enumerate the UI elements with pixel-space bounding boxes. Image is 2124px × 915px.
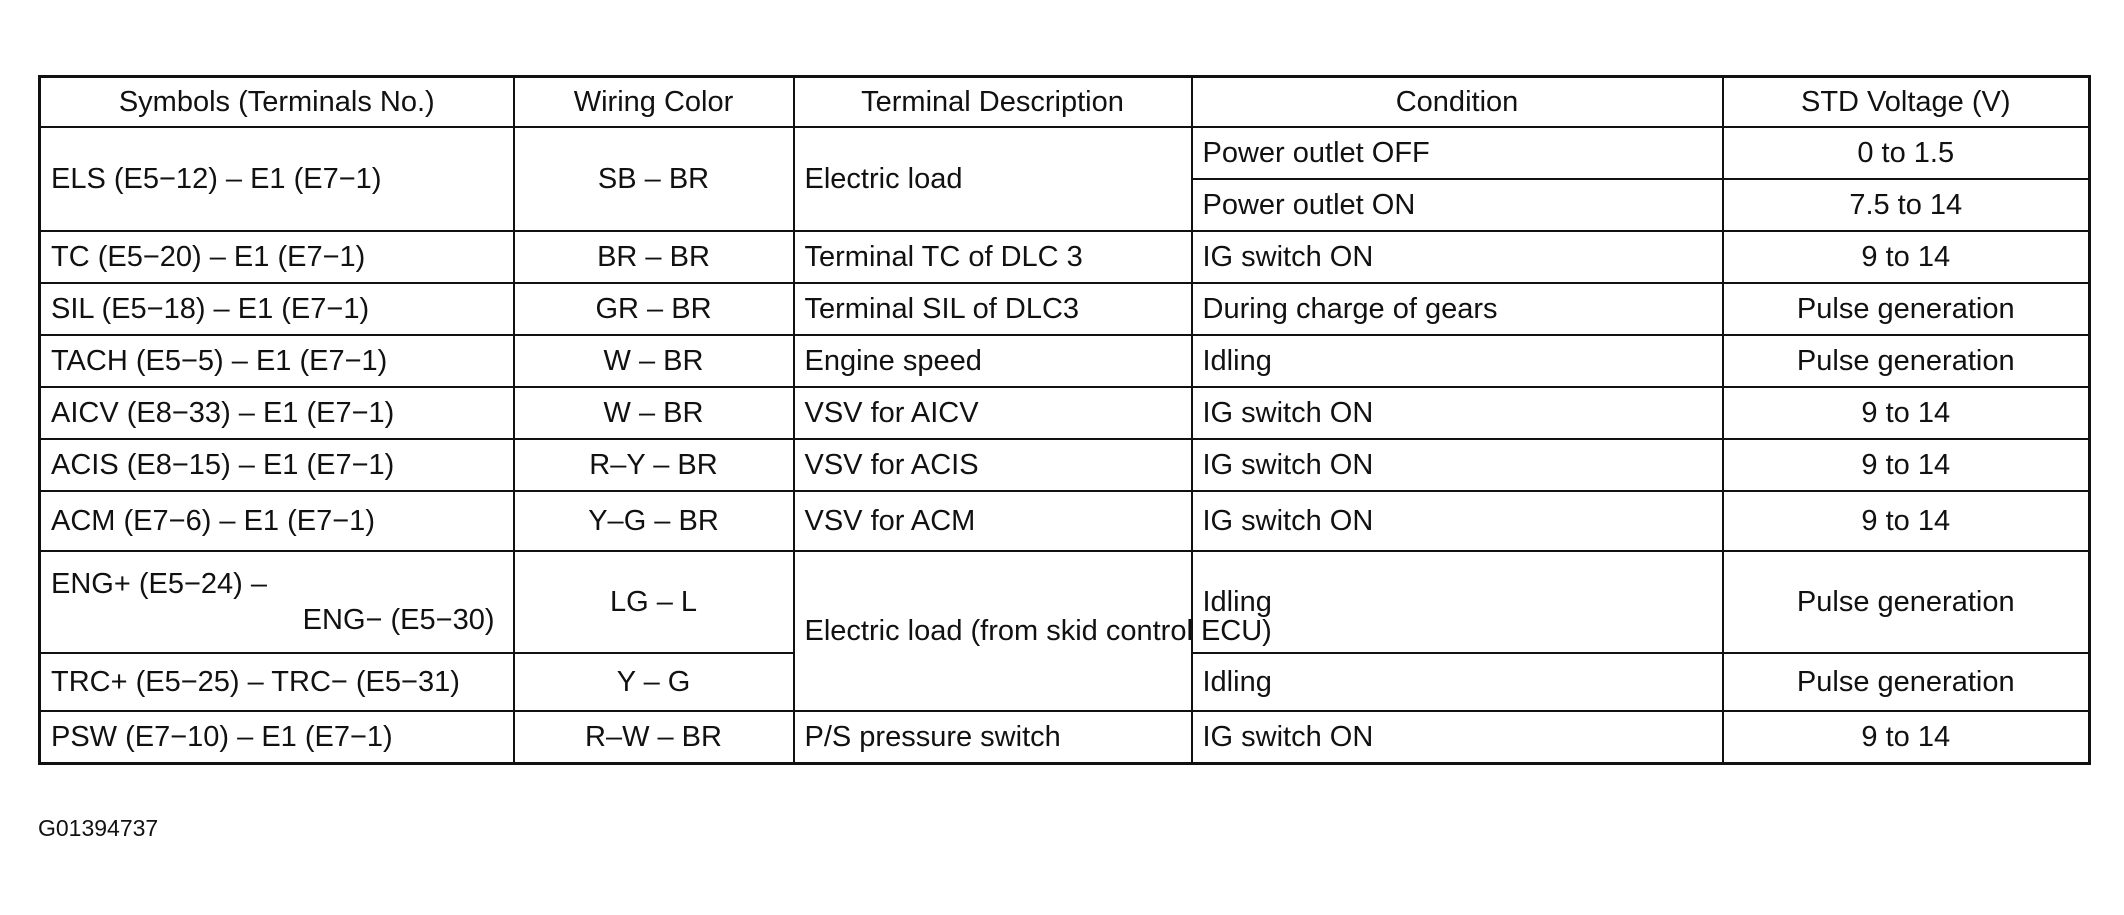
cell-voltage-acis: 9 to 14	[1723, 439, 2090, 491]
cell-condition-tach: Idling	[1192, 335, 1723, 387]
cell-condition-tc: IG switch ON	[1192, 231, 1723, 283]
cell-description-tach: Engine speed	[794, 335, 1192, 387]
cell-wiring-eng: LG – L	[514, 551, 794, 653]
cell-condition-acis: IG switch ON	[1192, 439, 1723, 491]
cell-condition-psw: IG switch ON	[1192, 711, 1723, 763]
table-row-acis	[40, 439, 2090, 491]
terminal-spec-table	[38, 75, 2091, 765]
cell-voltage-tc: 9 to 14	[1723, 231, 2090, 283]
cell-symbol-tach: TACH (E5−5) – E1 (E7−1)	[40, 335, 514, 387]
cell-voltage-trc: Pulse generation	[1723, 653, 2090, 711]
table-row-eng	[40, 551, 2090, 653]
cell-symbol-eng	[40, 551, 514, 653]
header-wiring-color: Wiring Color	[514, 77, 794, 128]
cell-voltage-els-off: 0 to 1.5	[1723, 127, 2090, 179]
cell-condition-els-off: Power outlet OFF	[1192, 127, 1723, 179]
cell-symbol-els: ELS (E5−12) – E1 (E7−1)	[40, 127, 514, 231]
cell-wiring-sil: GR – BR	[514, 283, 794, 335]
terminal-spec-table-container	[38, 75, 2088, 765]
cell-wiring-acm: Y–G – BR	[514, 491, 794, 551]
header-symbols: Symbols (Terminals No.)	[40, 77, 514, 128]
symbol-eng-line2: ENG− (E5−30)	[302, 604, 495, 636]
cell-symbol-tc: TC (E5−20) – E1 (E7−1)	[40, 231, 514, 283]
symbol-eng-line1: ENG+ (E5−24) –	[51, 567, 267, 600]
cell-symbol-trc: TRC+ (E5−25) – TRC− (E5−31)	[40, 653, 514, 711]
cell-symbol-acis: ACIS (E8−15) – E1 (E7−1)	[40, 439, 514, 491]
cell-voltage-aicv: 9 to 14	[1723, 387, 2090, 439]
cell-wiring-tc: BR – BR	[514, 231, 794, 283]
cell-wiring-els: SB – BR	[514, 127, 794, 231]
header-terminal-description: Terminal Description	[794, 77, 1192, 128]
cell-wiring-aicv: W – BR	[514, 387, 794, 439]
cell-wiring-psw: R–W – BR	[514, 711, 794, 763]
cell-description-psw: P/S pressure switch	[794, 711, 1192, 763]
table-row-sil	[40, 283, 2090, 335]
cell-condition-eng: Idling	[1192, 551, 1723, 653]
cell-voltage-sil: Pulse generation	[1723, 283, 2090, 335]
cell-condition-trc: Idling	[1192, 653, 1723, 711]
cell-description-els: Electric load	[794, 127, 1192, 231]
cell-condition-sil: During charge of gears	[1192, 283, 1723, 335]
table-row-aicv	[40, 387, 2090, 439]
symbol-eng-group	[51, 566, 503, 639]
table-row-tach	[40, 335, 2090, 387]
cell-voltage-acm: 9 to 14	[1723, 491, 2090, 551]
table-row-els	[40, 127, 2090, 179]
cell-wiring-acis: R–Y – BR	[514, 439, 794, 491]
cell-description-acis: VSV for ACIS	[794, 439, 1192, 491]
cell-wiring-trc: Y – G	[514, 653, 794, 711]
cell-symbol-aicv: AICV (E8−33) – E1 (E7−1)	[40, 387, 514, 439]
table-row-psw	[40, 711, 2090, 763]
figure-id: G01394737	[38, 815, 159, 841]
cell-description-tc: Terminal TC of DLC 3	[794, 231, 1192, 283]
cell-description-aicv: VSV for AICV	[794, 387, 1192, 439]
cell-voltage-els-on: 7.5 to 14	[1723, 179, 2090, 231]
table-row-tc	[40, 231, 2090, 283]
table-row-acm	[40, 491, 2090, 551]
cell-condition-aicv: IG switch ON	[1192, 387, 1723, 439]
cell-symbol-psw: PSW (E7−10) – E1 (E7−1)	[40, 711, 514, 763]
cell-description-sil: Terminal SIL of DLC3	[794, 283, 1192, 335]
cell-condition-els-on: Power outlet ON	[1192, 179, 1723, 231]
cell-voltage-eng: Pulse generation	[1723, 551, 2090, 653]
cell-condition-acm: IG switch ON	[1192, 491, 1723, 551]
cell-wiring-tach: W – BR	[514, 335, 794, 387]
cell-voltage-psw: 9 to 14	[1723, 711, 2090, 763]
cell-symbol-acm: ACM (E7−6) – E1 (E7−1)	[40, 491, 514, 551]
cell-description-eng-trc: Electric load (from skid control ECU)	[794, 551, 1192, 711]
header-std-voltage: STD Voltage (V)	[1723, 77, 2090, 128]
cell-voltage-tach: Pulse generation	[1723, 335, 2090, 387]
header-row	[40, 77, 2090, 128]
header-condition: Condition	[1192, 77, 1723, 128]
cell-symbol-sil: SIL (E5−18) – E1 (E7−1)	[40, 283, 514, 335]
cell-description-acm: VSV for ACM	[794, 491, 1192, 551]
